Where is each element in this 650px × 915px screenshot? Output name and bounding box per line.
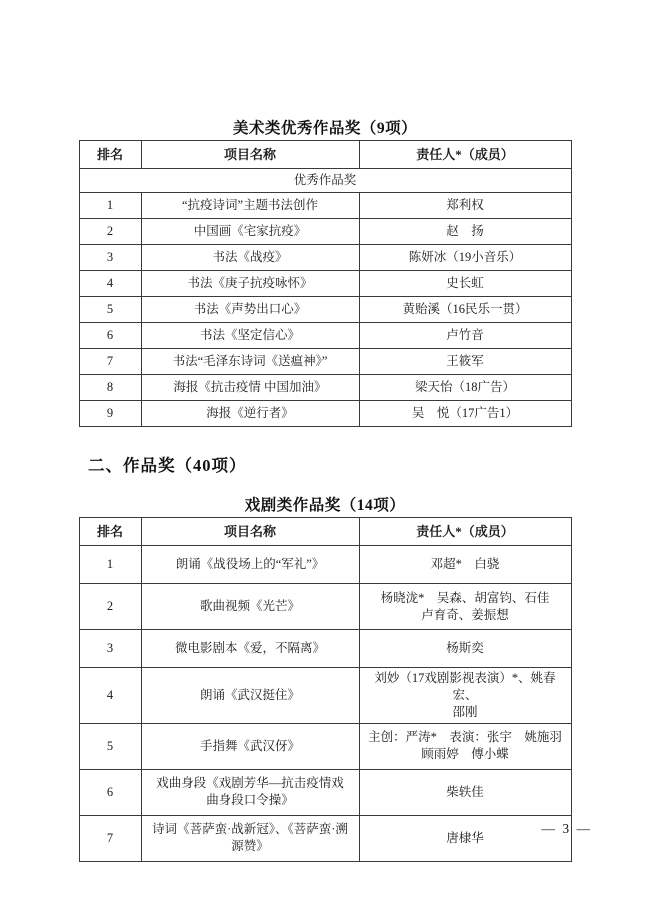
cell-rank: 8 [79,375,141,401]
cell-rank: 2 [79,219,141,245]
header-project-name: 项目名称 [141,141,359,169]
cell-rank: 7 [79,349,141,375]
table-2-title: 戏剧类作品奖（14项） [244,497,406,514]
cell-person: 卢竹音 [359,323,571,349]
person-line: 卢育奇、姜振想 [421,607,509,622]
table-row [79,323,571,349]
cell-person: 史长虹 [359,271,571,297]
awards-table-fine-arts [79,140,572,427]
cell-rank: 4 [79,668,141,724]
person-line: 刘妙（17戏剧影视表演）*、姚春宏、 [374,671,556,702]
table-1-title: 美术类优秀作品奖（9项） [232,120,418,137]
cell-rank: 9 [79,401,141,427]
cell-rank: 5 [79,297,141,323]
person-line: 邓超* 白骁 [430,557,500,572]
cell-person [359,815,571,861]
table-row [79,630,571,668]
table-row [79,668,571,724]
cell-rank: 1 [79,193,141,219]
cell-project-name [141,769,359,815]
cell-person: 赵 扬 [359,219,571,245]
cell-project-name: 歌曲视频《光芒》 [141,584,359,630]
person-line: 杨斯奕 [446,641,484,656]
project-name-line: 诗词《菩萨蛮·战新冠》、《菩萨蛮·溯 [152,822,348,837]
page-number: — 3 — [541,821,592,836]
cell-person: 郑利权 [359,193,571,219]
cell-project-name: 书法《庚子抗疫咏怀》 [141,271,359,297]
table-row [79,584,571,630]
project-name-line: 曲身段口令操》 [206,793,294,808]
cell-rank: 6 [79,769,141,815]
person-line: 主创：严涛* 表演：张宇 姚施羽 [368,730,562,745]
table-row [79,297,571,323]
cell-rank: 4 [79,271,141,297]
cell-person: 王筱军 [359,349,571,375]
band-label: 优秀作品奖 [79,169,571,193]
project-name-line: 源赞》 [231,839,269,854]
cell-person [359,584,571,630]
cell-project-name: 手指舞《武汉伢》 [141,723,359,769]
person-line: 顾雨婷 傅小蝶 [421,747,509,762]
table-row [79,271,571,297]
cell-project-name: 海报《逆行者》 [141,401,359,427]
cell-person: 陈妍冰（19小音乐） [359,245,571,271]
cell-rank: 3 [79,245,141,271]
table-1-wrapper [0,140,650,427]
table-row [79,546,571,584]
table-header-row [79,141,571,169]
person-line: 杨晓泷* 吴森、胡富钧、石佳 [380,590,550,605]
cell-project-name: 朗诵《武汉挺住》 [141,668,359,724]
cell-project-name: 微电影剧本《爱，不隔离》 [141,630,359,668]
cell-project-name: 书法《坚定信心》 [141,323,359,349]
table-row [79,219,571,245]
cell-person [359,769,571,815]
cell-rank: 1 [79,546,141,584]
cell-project-name: 书法《战疫》 [141,245,359,271]
cell-project-name: 中国画《宅家抗疫》 [141,219,359,245]
cell-project-name: “抗疫诗词”主题书法创作 [141,193,359,219]
header-rank: 排名 [79,141,141,169]
header-responsible-person: 责任人*（成员） [359,518,571,546]
cell-rank: 6 [79,323,141,349]
table-row [79,349,571,375]
header-rank: 排名 [79,518,141,546]
table-header-row [79,518,571,546]
cell-project-name [141,815,359,861]
cell-rank: 2 [79,584,141,630]
cell-rank: 3 [79,630,141,668]
header-responsible-person: 责任人*（成员） [359,141,571,169]
cell-person: 梁天怡（18广告） [359,375,571,401]
table-row [79,245,571,271]
table-row [79,769,571,815]
table-row [79,401,571,427]
cell-person [359,668,571,724]
person-line: 柴轶佳 [446,784,484,799]
cell-project-name: 书法《声势出口心》 [141,297,359,323]
table-row [79,815,571,861]
cell-person [359,630,571,668]
cell-person [359,546,571,584]
header-project-name: 项目名称 [141,518,359,546]
cell-rank: 7 [79,815,141,861]
table-band-row [79,169,571,193]
cell-project-name: 海报《抗击疫情 中国加油》 [141,375,359,401]
table-row [79,723,571,769]
cell-person: 吴 悦（17广告1） [359,401,571,427]
cell-project-name: 书法“毛泽东诗词《送瘟神》” [141,349,359,375]
table-2-wrapper [0,517,650,862]
cell-rank: 5 [79,723,141,769]
person-line: 唐棣华 [446,830,484,845]
section-heading-works-award: 二、作品奖（40项） [88,456,247,475]
cell-person [359,723,571,769]
project-name-line: 戏曲身段《戏剧芳华—抗击疫情戏 [156,776,344,791]
person-line: 邵刚 [452,704,478,719]
table-row [79,193,571,219]
awards-table-drama [79,517,572,862]
cell-person: 黄贻溪（16民乐一贯） [359,297,571,323]
cell-project-name: 朗诵《战役场上的“军礼”》 [141,546,359,584]
table-row [79,375,571,401]
